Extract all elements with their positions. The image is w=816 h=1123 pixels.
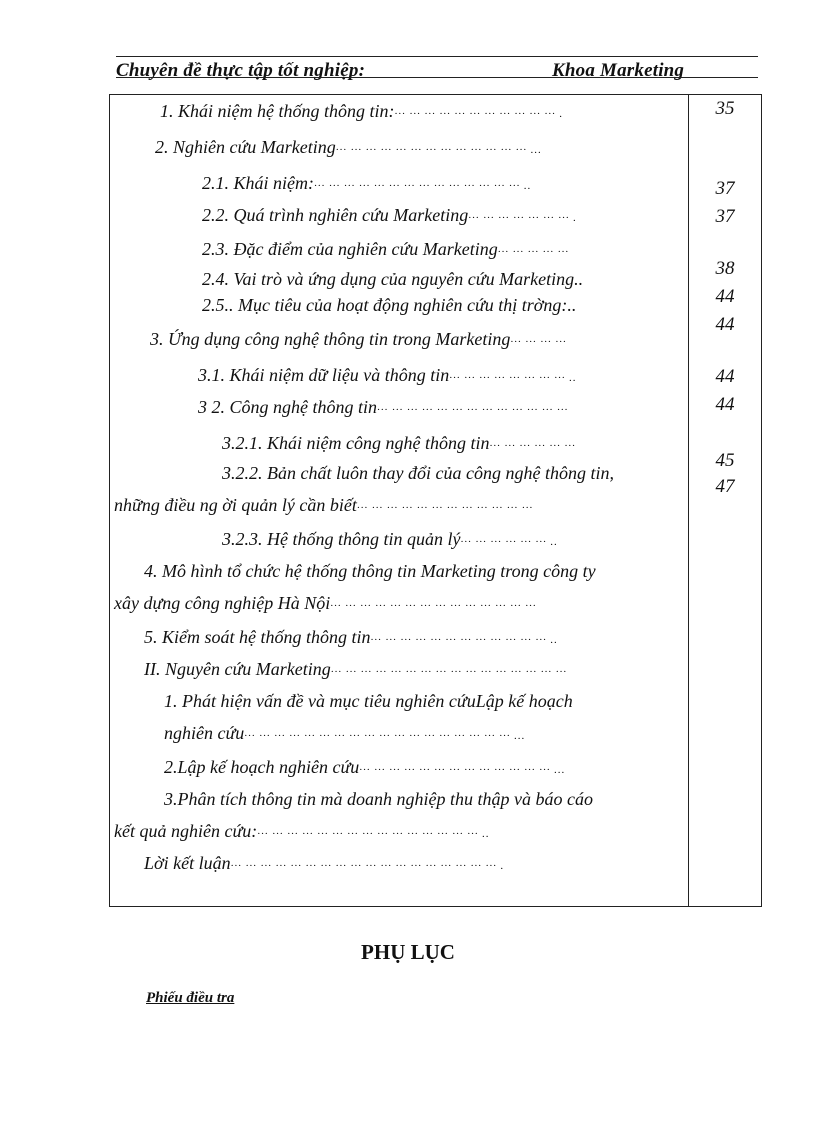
toc-entry: II. Nguyên cứu Marketing··· ··· ··· ··· ··· ··· ··· ··· ··· ··· ··· ··· ··· ··· ··· ··· xyxy=(144,659,568,679)
toc-page-number: 44 xyxy=(715,314,735,335)
toc-page-number: 44 xyxy=(715,286,735,307)
toc-entry: 2.2. Quá trình nghiên cứu Marketing··· ··· ··· ··· ··· ··· ··· . xyxy=(202,205,578,225)
toc-entry: 3.2.2. Bản chất luôn thay đổi của công nghệ thông tin, xyxy=(222,463,614,483)
toc-entry-continuation: những điều ng ời quản lý cần biết··· ··· ··· ··· ··· ··· ··· ··· ··· ··· ··· ··· xyxy=(114,495,534,515)
toc-entry: 2.1. Khái niệm:··· ··· ··· ··· ··· ··· ··· ··· ··· ··· ··· ··· ··· ··· .. xyxy=(202,173,532,193)
toc-entry-continuation: kết quả nghiên cứu:··· ··· ··· ··· ··· ··· ··· ··· ··· ··· ··· ··· ··· ··· ··· .. xyxy=(114,821,490,841)
page-number-column-divider xyxy=(688,94,689,907)
survey-form-link[interactable]: Phiếu điều tra xyxy=(146,990,235,1006)
toc-entry-continuation: xây dựng công nghiệp Hà Nội··· ··· ··· ··· ··· ··· ··· ··· ··· ··· ··· ··· ··· ··· xyxy=(114,593,537,613)
header-rule-top xyxy=(116,56,758,57)
toc-entry: 3. Ứng dụng công nghệ thông tin trong Marketing··· ··· ··· ··· xyxy=(150,329,567,349)
toc-entry: 3.1. Khái niệm dữ liệu và thông tin··· ··· ··· ··· ··· ··· ··· ··· .. xyxy=(198,365,577,385)
toc-page-number: 45 xyxy=(715,450,735,471)
toc-entry: 2.5.. Mục tiêu của hoạt động nghiên cứu thị trờng:.. xyxy=(202,295,577,315)
toc-entry: 1. Phát hiện vấn đề và mục tiêu nghiên cứuLập kế hoạch xyxy=(164,691,573,711)
toc-page-number: 44 xyxy=(715,366,735,387)
appendix-heading: PHỤ LỤC xyxy=(361,940,455,964)
toc-entry: Lời kết luận··· ··· ··· ··· ··· ··· ··· ··· ··· ··· ··· ··· ··· ··· ··· ··· ··· ··· . xyxy=(144,853,505,873)
toc-entry: 2.4. Vai trò và ứng dụng của nguyên cứu Marketing.. xyxy=(202,269,584,289)
toc-entry: 3.Phân tích thông tin mà doanh nghiệp thu thập và báo cáo xyxy=(164,789,593,809)
header-rule-bottom xyxy=(116,77,758,78)
toc-entry: 3.2.3. Hệ thống thông tin quản lý··· ··· ··· ··· ··· ··· .. xyxy=(222,529,558,549)
toc-entry: 2.3. Đặc điểm của nghiên cứu Marketing··· ··· ··· ··· ··· xyxy=(202,239,569,259)
header-document-title: Chuyên đề thực tập tốt nghiệp: xyxy=(116,60,366,81)
toc-entry: 4. Mô hình tổ chức hệ thống thông tin Marketing trong công ty xyxy=(144,561,596,581)
toc-entry: 1. Khái niệm hệ thống thông tin:··· ··· ··· ··· ··· ··· ··· ··· ··· ··· ··· . xyxy=(160,101,564,121)
toc-entry: 3.2.1. Khái niệm công nghệ thông tin··· ··· ··· ··· ··· ··· xyxy=(222,433,576,453)
toc-entry: 3 2. Công nghệ thông tin··· ··· ··· ··· ··· ··· ··· ··· ··· ··· ··· ··· ··· xyxy=(198,397,569,417)
toc-entry-continuation: nghiên cứu··· ··· ··· ··· ··· ··· ··· ··· ··· ··· ··· ··· ··· ··· ··· ··· ··· ··· ... xyxy=(164,723,526,743)
toc-entry: 5. Kiểm soát hệ thống thông tin··· ··· ··· ··· ··· ··· ··· ··· ··· ··· ··· ··· .. xyxy=(144,627,558,647)
toc-page-number: 37 xyxy=(715,178,735,199)
toc-entry: 2. Nghiên cứu Marketing··· ··· ··· ··· ··· ··· ··· ··· ··· ··· ··· ··· ··· ... xyxy=(155,137,543,157)
toc-page-number: 44 xyxy=(715,394,735,415)
toc-page-number: 47 xyxy=(715,476,735,497)
toc-page-number: 35 xyxy=(715,98,735,119)
toc-page-number: 38 xyxy=(715,258,735,279)
toc-entry: 2.Lập kế hoạch nghiên cứu··· ··· ··· ··· ··· ··· ··· ··· ··· ··· ··· ··· ··· ... xyxy=(164,757,566,777)
header-faculty: Khoa Marketing xyxy=(552,60,685,81)
toc-page-number: 37 xyxy=(715,206,735,227)
